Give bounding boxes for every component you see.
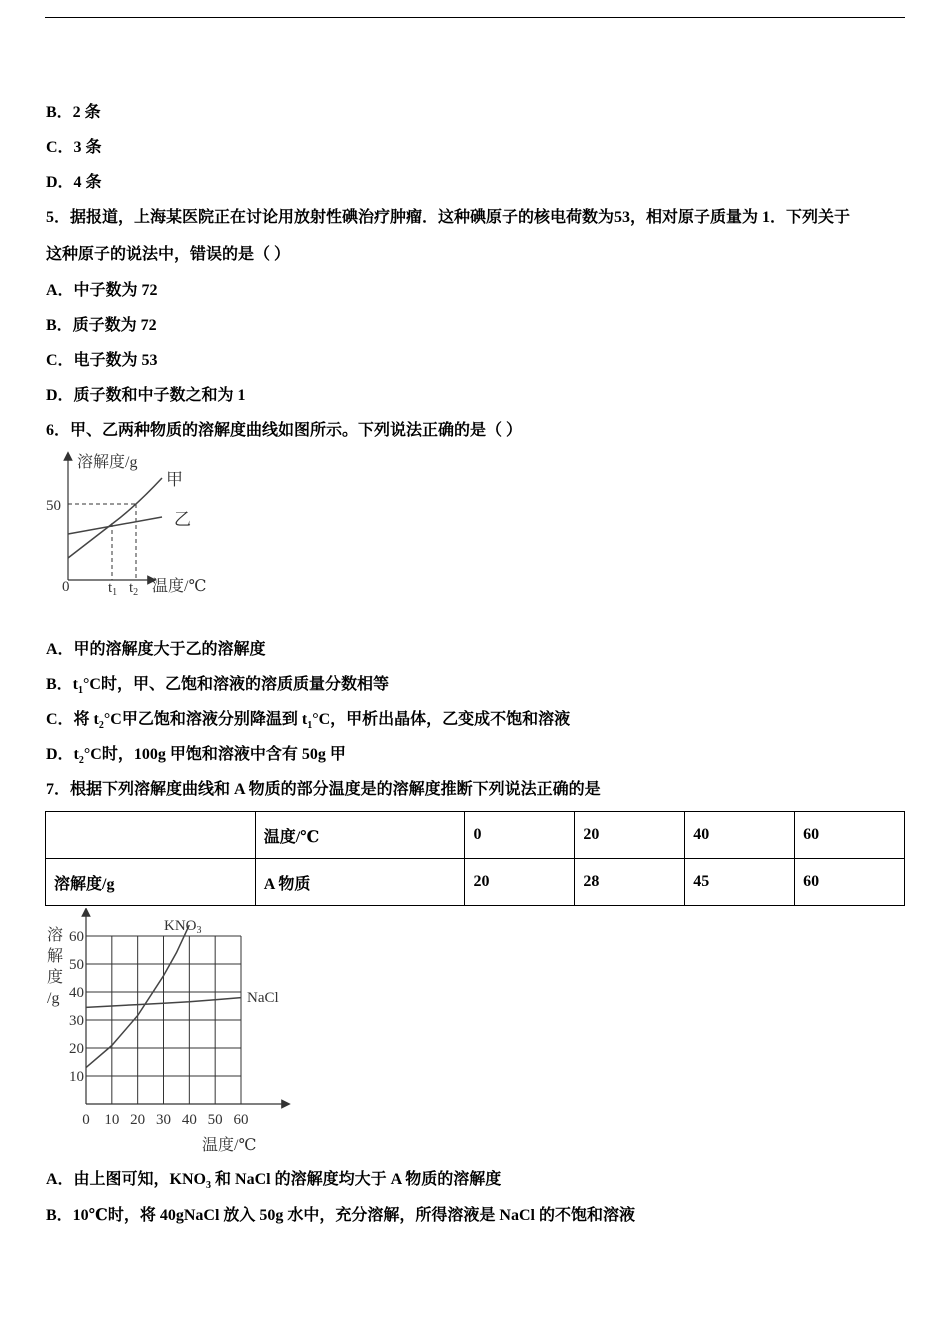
- table-row: [46, 859, 905, 906]
- q6-y-tick-50: 50: [46, 498, 61, 514]
- table-cell: 28: [575, 859, 685, 906]
- q6-curve-jia: [68, 478, 162, 558]
- q6-t2-label: $t_2$: [129, 580, 139, 598]
- q7-y-tick: 10: [69, 1069, 84, 1085]
- q7-x-tick: 50: [207, 1112, 223, 1128]
- q6-option-b: B．$t_1^\circ C$时，甲、乙饱和溶液的溶质质量分数相等: [46, 676, 389, 697]
- q6-label-jia: 甲: [166, 470, 183, 489]
- q7-label-nacl: NaCl: [247, 990, 279, 1006]
- q4-option-c: C．3 条: [46, 139, 102, 156]
- table-cell: 40: [685, 812, 795, 859]
- q7-x-tick: 60: [233, 1112, 249, 1128]
- table-cell: 60: [795, 859, 905, 906]
- table-cell: A 物质: [255, 859, 465, 906]
- table-cell: 20: [575, 812, 685, 859]
- table-cell: 45: [685, 859, 795, 906]
- table-cell: 溶解度/g: [46, 859, 256, 906]
- q7-option-b: B．10℃时，将 40gNaCl 放入 50g 水中，充分溶解，所得溶液是 NaCl 的不饱和溶液: [46, 1207, 635, 1224]
- q5-option-d: D．质子数和中子数之和为 1: [46, 387, 246, 404]
- q6-stem: 6．甲、乙两种物质的溶解度曲线如图所示。下列说法正确的是（ ）: [46, 422, 523, 439]
- q5-option-c: C．电子数为 53: [46, 352, 158, 369]
- q6-origin: 0: [62, 579, 70, 595]
- q7-y-label-char: /g: [47, 990, 60, 1007]
- table-row: [46, 812, 905, 859]
- q6-solubility-figure: [40, 448, 220, 598]
- q6-option-a: A．甲的溶解度大于乙的溶解度: [46, 641, 266, 658]
- q7-option-a: A．由上图可知，$KNO_3$ 和 NaCl 的溶解度均大于 A 物质的溶解度: [46, 1171, 502, 1192]
- q7-x-tick: 30: [156, 1112, 171, 1128]
- q7-x-label: 温度/℃: [202, 1137, 257, 1154]
- q7-x-tick: 10: [104, 1112, 120, 1128]
- q6-t1-label: $t_1$: [108, 580, 118, 598]
- q7-stem: 7．根据下列溶解度曲线和 A 物质的部分温度是的溶解度推断下列说法正确的是: [46, 781, 601, 798]
- q7-y-label-char: 溶: [47, 927, 64, 944]
- q7-y-label-char: 度: [47, 969, 64, 986]
- q7-y-tick: 20: [69, 1041, 84, 1057]
- q7-y-tick: 40: [69, 985, 84, 1001]
- q6-y-label: 溶解度/g: [77, 454, 138, 471]
- q7-x-tick: 40: [181, 1112, 197, 1128]
- table-cell: 温度/℃: [255, 812, 465, 859]
- q7-x-tick: 0: [82, 1112, 90, 1128]
- q4-option-d: D．4 条: [46, 174, 102, 191]
- q5-stem-line2: 这种原子的说法中，错误的是（ ）: [46, 246, 291, 263]
- q6-option-d: D．$t_2^\circ C$时，100g 甲饱和溶液中含有 50g 甲: [46, 746, 346, 767]
- q5-option-a: A．中子数为 72: [46, 282, 158, 299]
- q7-y-label-char: 解: [47, 948, 64, 965]
- header-rule: [45, 17, 905, 18]
- q6-label-yi: 乙: [174, 510, 191, 529]
- q6-curve-yi: [68, 517, 162, 534]
- table-cell: 60: [795, 812, 905, 859]
- q7-y-tick: 50: [69, 957, 84, 973]
- q5-stem-line1: 5．据报道，上海某医院正在讨论用放射性碘治疗肿瘤．这种碘原子的核电荷数为53，相对原子质量为 1．下列关于: [46, 209, 851, 226]
- q7-x-tick: 20: [130, 1112, 146, 1128]
- q7-label-kno3: $KNO_3$: [164, 918, 202, 936]
- table-cell: 20: [465, 859, 575, 906]
- table-cell: 0: [465, 812, 575, 859]
- q5-option-b: B．质子数为 72: [46, 317, 157, 334]
- q4-option-b: B．2 条: [46, 104, 101, 121]
- q7-solubility-chart: [44, 908, 294, 1158]
- table-cell: [46, 812, 256, 859]
- q7-y-tick: 30: [69, 1013, 84, 1029]
- q6-option-c: C．将 $t_2^\circ C$甲乙饱和溶液分别降温到 $t_1^\circ C$，甲析出晶体，乙变成不饱和溶液: [46, 711, 571, 732]
- q7-y-tick: 60: [69, 929, 84, 945]
- q7-solubility-table: [45, 811, 905, 906]
- q6-x-label: 温度/℃: [152, 578, 207, 595]
